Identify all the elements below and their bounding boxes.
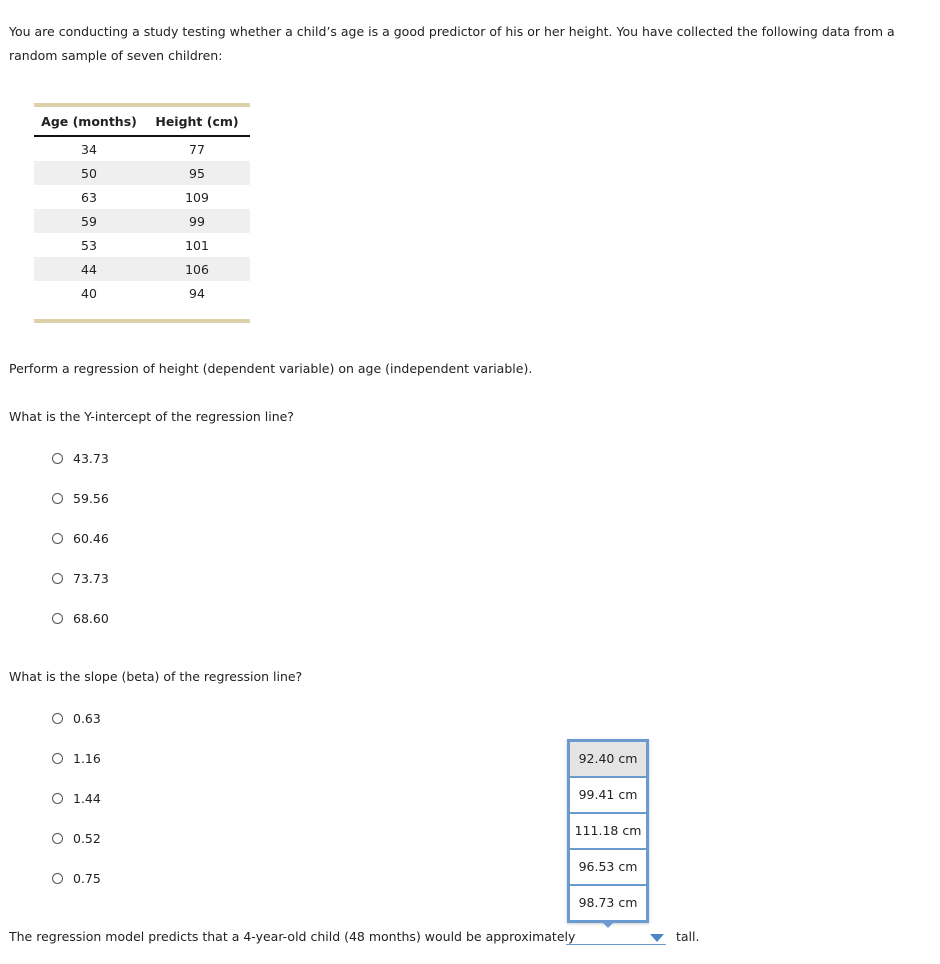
- height-cell: 95: [144, 161, 250, 185]
- height-cell: 77: [189, 141, 205, 157]
- age-cell: 50: [34, 161, 144, 185]
- option-label: 0.75: [73, 871, 101, 886]
- q1-question: What is the Y-intercept of the regression line?: [9, 409, 294, 424]
- option-label: 1.16: [73, 751, 101, 766]
- q1-option-1[interactable]: [52, 451, 109, 466]
- table-bottom-rule: [34, 319, 250, 323]
- age-cell: 59: [34, 209, 144, 233]
- dropdown-option-3[interactable]: 111.18 cm: [570, 814, 646, 850]
- option-label: 0.52: [73, 831, 101, 846]
- prediction-dropdown-list[interactable]: [567, 739, 649, 923]
- age-cell: 34: [81, 141, 97, 157]
- table-row: [34, 281, 250, 305]
- radio-icon[interactable]: [52, 833, 63, 844]
- height-cell: 94: [189, 285, 205, 301]
- age-cell: 53: [81, 237, 97, 253]
- dropdown-option-2[interactable]: 99.41 cm: [570, 778, 646, 814]
- radio-icon[interactable]: [52, 713, 63, 724]
- q3-sentence-end: tall.: [676, 929, 700, 944]
- col-header-height: Height (cm): [144, 107, 250, 136]
- height-cell: 99: [144, 209, 250, 233]
- q1-option-5[interactable]: [52, 611, 109, 626]
- age-cell: 63: [81, 189, 97, 205]
- table-row: [34, 233, 250, 257]
- chevron-down-icon[interactable]: [650, 934, 664, 942]
- age-cell: 44: [34, 257, 144, 281]
- radio-icon[interactable]: [52, 613, 63, 624]
- dropdown-option-1[interactable]: 92.40 cm: [570, 742, 646, 778]
- q2-question: What is the slope (beta) of the regression line?: [9, 669, 303, 684]
- height-cell: 106: [144, 257, 250, 281]
- option-label: 59.56: [73, 491, 109, 506]
- table-row: [34, 185, 250, 209]
- radio-icon[interactable]: [52, 573, 63, 584]
- dropdown-option-4[interactable]: 96.53 cm: [570, 850, 646, 886]
- intro-text: You are conducting a study testing whether a child’s age is a good predictor of his or her height. You have collected the following data from a random sample of seven children:: [9, 24, 895, 63]
- option-label: 68.60: [73, 611, 109, 626]
- q2-option-5[interactable]: [52, 871, 101, 886]
- q3-sentence-start: The regression model predicts that a 4-year-old child (48 months) would be approximately: [9, 929, 576, 944]
- regression-instruction: Perform a regression of height (dependent variable) on age (independent variable).: [9, 361, 533, 376]
- age-cell: 40: [81, 285, 97, 301]
- dropdown-option-5[interactable]: 98.73 cm: [570, 886, 646, 920]
- prediction-select[interactable]: [566, 930, 666, 945]
- table-row: [34, 257, 250, 281]
- option-label: 60.46: [73, 531, 109, 546]
- option-label: 1.44: [73, 791, 101, 806]
- option-label: 0.63: [73, 711, 101, 726]
- height-cell: 109: [185, 189, 209, 205]
- radio-icon[interactable]: [52, 493, 63, 504]
- radio-icon[interactable]: [52, 873, 63, 884]
- q2-option-4[interactable]: [52, 831, 101, 846]
- height-cell: 101: [185, 237, 209, 253]
- radio-icon[interactable]: [52, 753, 63, 764]
- q2-option-1[interactable]: [52, 711, 101, 726]
- col-header-age: Age (months): [34, 107, 144, 136]
- option-label: 73.73: [73, 571, 109, 586]
- table-row: [34, 161, 250, 185]
- table-row: [34, 136, 250, 161]
- data-table: [34, 103, 250, 323]
- q1-option-4[interactable]: [52, 571, 109, 586]
- q1-option-2[interactable]: [52, 491, 109, 506]
- radio-icon[interactable]: [52, 453, 63, 464]
- q1-option-3[interactable]: [52, 531, 109, 546]
- q2-option-2[interactable]: [52, 751, 101, 766]
- radio-icon[interactable]: [52, 533, 63, 544]
- radio-icon[interactable]: [52, 793, 63, 804]
- option-label: 43.73: [73, 451, 109, 466]
- table-row: [34, 209, 250, 233]
- q2-option-3[interactable]: [52, 791, 101, 806]
- dropdown-pointer-icon: [601, 921, 615, 928]
